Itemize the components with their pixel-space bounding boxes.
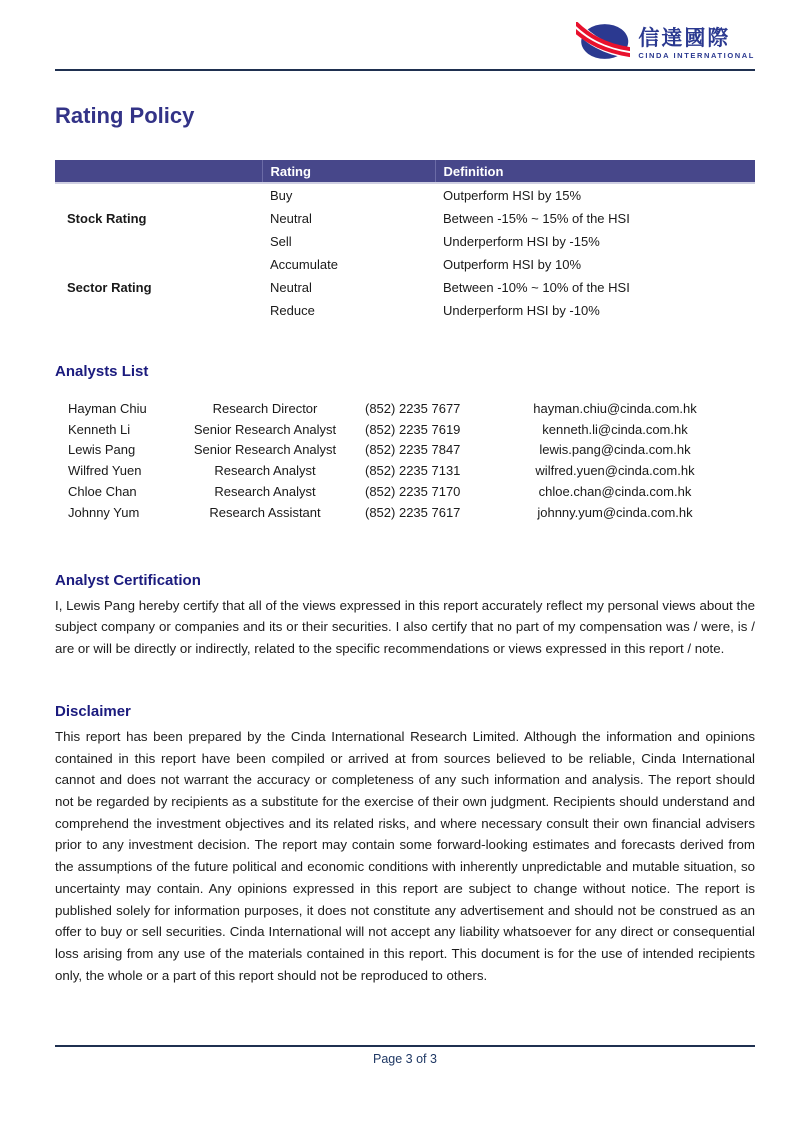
analyst-row [55, 460, 755, 481]
logo-english-name: CINDA INTERNATIONAL [638, 51, 755, 60]
table-header-blank [55, 160, 262, 183]
analyst-email: lewis.pang@cinda.com.hk [539, 442, 691, 458]
analyst-title: Senior Research Analyst [193, 442, 337, 458]
rating-cell: Neutral [270, 280, 312, 295]
rating-policy-table [55, 160, 755, 322]
rating-cell: Accumulate [270, 257, 338, 272]
analyst-phone: (852) 2235 7847 [365, 442, 461, 458]
analyst-email: chloe.chan@cinda.com.hk [538, 484, 692, 500]
analyst-name: Hayman Chiu [68, 400, 147, 416]
rating-cell: Buy [270, 188, 293, 203]
definition-cell: Outperform HSI by 15% [443, 188, 581, 203]
page-header [0, 0, 800, 71]
definition-cell: Between -10% ~ 10% of the HSI [443, 280, 630, 295]
analyst-certification-text: I, Lewis Pang hereby certify that all of the views expressed in this report accurately reflect my personal views about the subject company or companies and its or their securities. I also certify that no part of my compensation was / were, is / are or will be directly or indirectly, related to the specific recommendations or views expressed in this report / note. [55, 597, 755, 657]
disclaimer-title: Disclaimer [55, 702, 131, 720]
analyst-name: Lewis Pang [68, 442, 136, 458]
analyst-email: johnny.yum@cinda.com.hk [537, 504, 693, 520]
definition-cell: Underperform HSI by -15% [443, 234, 600, 249]
rating-cell: Sell [270, 234, 292, 249]
analyst-row [55, 481, 755, 502]
analyst-email: hayman.chiu@cinda.com.hk [533, 400, 697, 416]
analyst-name: Wilfred Yuen [68, 463, 142, 479]
analyst-title: Research Director [212, 400, 318, 416]
company-logo [0, 22, 755, 66]
analyst-name: Chloe Chan [68, 484, 137, 500]
analyst-name: Kenneth Li [68, 421, 131, 437]
page-title: Rating Policy [55, 103, 195, 128]
table-row [55, 183, 755, 207]
analyst-phone: (852) 2235 7131 [365, 463, 461, 479]
analyst-phone: (852) 2235 7170 [365, 484, 461, 500]
analyst-phone: (852) 2235 7619 [365, 421, 461, 437]
analyst-row [55, 440, 755, 461]
analyst-certification-title: Analyst Certification [55, 571, 201, 589]
table-header-definition: Definition [435, 160, 755, 183]
header-divider [55, 69, 755, 71]
logo-chinese-name: 信達國際 [638, 27, 731, 50]
group-label-stock-rating: Stock Rating [67, 211, 147, 226]
table-header-row [55, 160, 755, 183]
analyst-title: Senior Research Analyst [193, 421, 337, 437]
analyst-row [55, 419, 755, 440]
definition-cell: Underperform HSI by -10% [443, 303, 600, 318]
rating-cell: Neutral [270, 211, 312, 226]
analyst-title: Research Assistant [209, 504, 321, 520]
rating-cell: Reduce [270, 303, 315, 318]
page-footer [55, 1045, 755, 1066]
definition-cell: Outperform HSI by 10% [443, 257, 581, 272]
analyst-email: wilfred.yuen@cinda.com.hk [535, 463, 695, 479]
footer-divider [55, 1045, 755, 1047]
logo-text [638, 27, 755, 61]
table-header-rating: Rating [262, 160, 435, 183]
analyst-phone: (852) 2235 7677 [365, 400, 461, 416]
analysts-list [55, 398, 755, 523]
analyst-row [55, 502, 755, 523]
analyst-name: Johnny Yum [68, 504, 140, 520]
disclaimer-text: This report has been prepared by the Cinda International Research Limited. Although the information and opinions contained in this report have been compiled or arrived at from sources believed to be reliable, Cinda International cannot and does not warrant the accuracy or completeness of any such information and analysis. The report should not be regarded by recipients as a substitute for the exercise of their own judgment. Recipients should understand and comprehend the investment objectives and its related risks, and where necessary consult their own financial advisers prior to any investment decision. The report may contain some forward-looking estimates and forecasts derived from the assumptions of the future political and economic conditions with inherently unpredictable and mutable situation, so uncertainty may contain. Any opinions expressed in this report are subject to change without notice. The report is published solely for information purposes, it does not constitute any advertisement and should not be construed as an offer to buy or sell securities. Cinda International will not accept any liability whatsoever for any direct or consequential loss arising from any use of the materials contained in this report. This document is for the use of intended recipients only, the whole or a part of this report should not be reproduced to others. [55, 728, 755, 983]
cinda-swoosh-logo-icon [576, 22, 630, 66]
group-label-sector-rating: Sector Rating [67, 280, 152, 295]
analyst-email: kenneth.li@cinda.com.hk [542, 421, 688, 437]
analyst-row [55, 398, 755, 419]
analyst-title: Research Analyst [214, 463, 316, 479]
analyst-title: Research Analyst [214, 484, 316, 500]
table-row [55, 253, 755, 276]
analysts-list-title: Analysts List [55, 363, 149, 380]
definition-cell: Between -15% ~ 15% of the HSI [443, 211, 630, 226]
analyst-phone: (852) 2235 7617 [365, 504, 461, 520]
page-number: Page 3 of 3 [373, 1052, 437, 1066]
